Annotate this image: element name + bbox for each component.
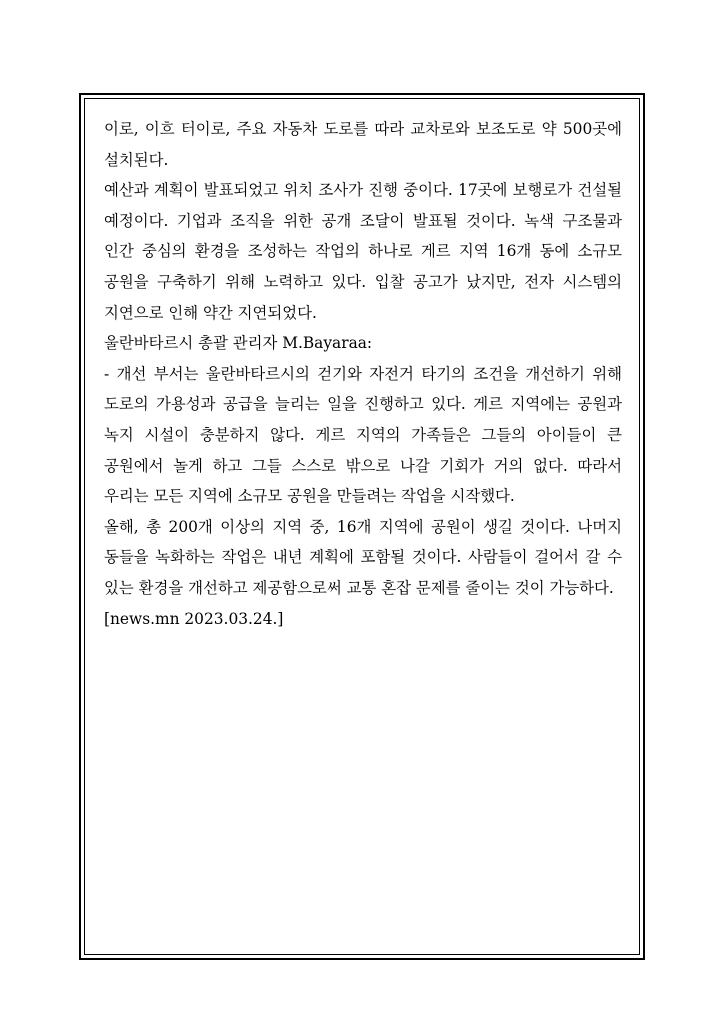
paragraph-this-year-plan: 올해, 총 200개 이상의 지역 중, 16개 지역에 공원이 생길 것이다. 나머지 동들을 녹화하는 작업은 내년 계획에 포함될 것이다. 사람들이 걸어서 갈 수 있는 환경을 개선하고 제공함으로써 교통 혼잡 문제를 줄이는 것이 가능하다. bbox=[104, 517, 622, 597]
paragraph-budget-and-parks: 예산과 계획이 발표되었고 위치 조사가 진행 중이다. 17곳에 보행로가 건설될 예정이다. 기업과 조직을 위한 공개 조달이 발표될 것이다. 녹색 구조물과 인간 중심의 환경을 조성하는 작업의 하나로 게르 지역 16개 동에 소규모 공원을 구축하기 위해 노력하고 있다. 입찰 공고가 났지만, 전자 시스템의 지연으로 인해 약간 지연되었다. bbox=[104, 181, 622, 322]
article-body bbox=[104, 114, 622, 634]
paragraph-speaker-attribution: 울란바타르시 총괄 관리자 M.Bayaraa: bbox=[104, 334, 373, 353]
paragraph-quote: - 개선 부서는 울란바타르시의 걷기와 자전거 타기의 조건을 개선하기 위해 도로의 가용성과 공급을 늘리는 일을 진행하고 있다. 게르 지역에는 공원과 녹지 시설이 충분하지 않다. 게르 지역의 가족들은 그들의 아이들이 큰 공원에서 놀게 하고 그들 스스로 밖으로 나갈 기회가 거의 없다. 따라서 우리는 모든 지역에 소규모 공원을 만들려는 작업을 시작했다. bbox=[104, 364, 622, 506]
source-citation: [news.mn 2023.03.24.] bbox=[104, 609, 284, 628]
paragraph-intersections: 이로, 이흐 터이로, 주요 자동차 도로를 따라 교차로와 보조도로 약 500곳에 설치된다. bbox=[104, 120, 622, 169]
